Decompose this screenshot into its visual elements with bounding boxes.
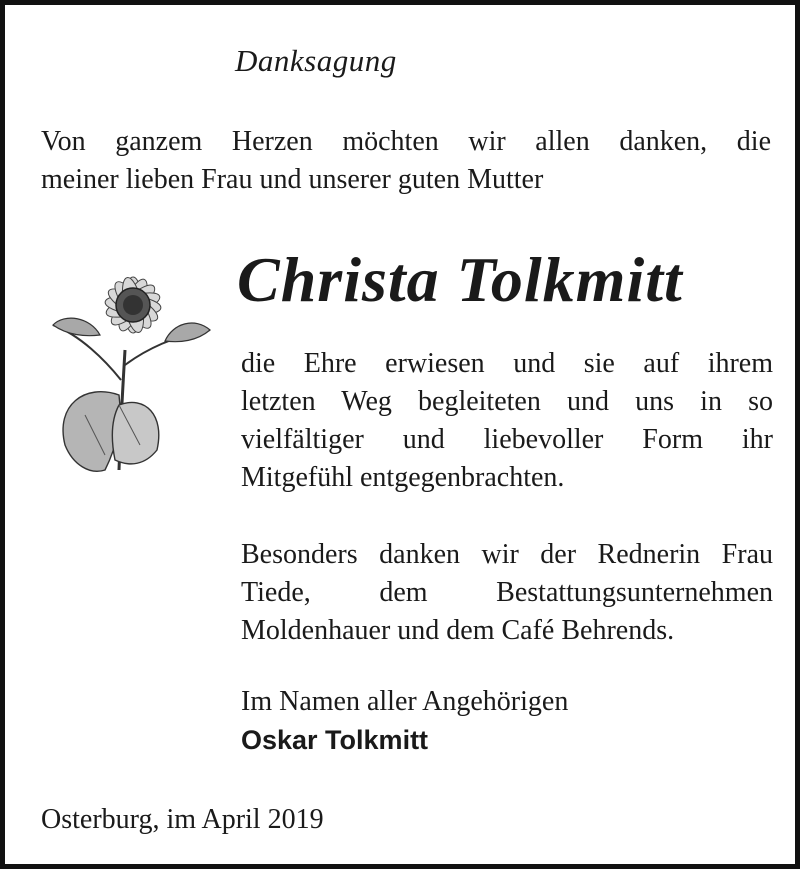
intro-line-1: Von ganzem Herzen möchten wir allen danken, die (41, 126, 771, 157)
intro-line-2: meiner lieben Frau und unserer guten Mutter (41, 164, 544, 195)
sunflower-icon (45, 255, 220, 485)
paragraph-line: letzten Weg begleiteten und uns in so (241, 386, 773, 417)
paragraph-line: Mitgefühl entgegenbrachten. (241, 462, 565, 493)
intro-text (41, 123, 771, 199)
paragraph-line: Besonders danken wir der Rednerin Frau (241, 539, 773, 570)
paragraph-thanks (241, 345, 773, 497)
signer-name: Oskar Tolkmitt (241, 725, 429, 755)
paragraph-line: die Ehre erwiesen und sie auf ihrem (241, 348, 773, 379)
signoff: Im Namen aller Angehörigen (241, 686, 569, 717)
place-date: Osterburg, im April 2019 (41, 804, 324, 835)
deceased-name: Christa Tolkmitt (237, 244, 683, 315)
paragraph-line: Tiede, dem Bestattungsunternehmen (241, 577, 773, 608)
paragraph-line: Moldenhauer und dem Café Behrends. (241, 615, 675, 646)
paragraph-line: vielfältiger und liebevoller Form ihr (241, 424, 773, 455)
heading: Danksagung (235, 43, 397, 78)
paragraph-special-thanks (241, 536, 773, 650)
